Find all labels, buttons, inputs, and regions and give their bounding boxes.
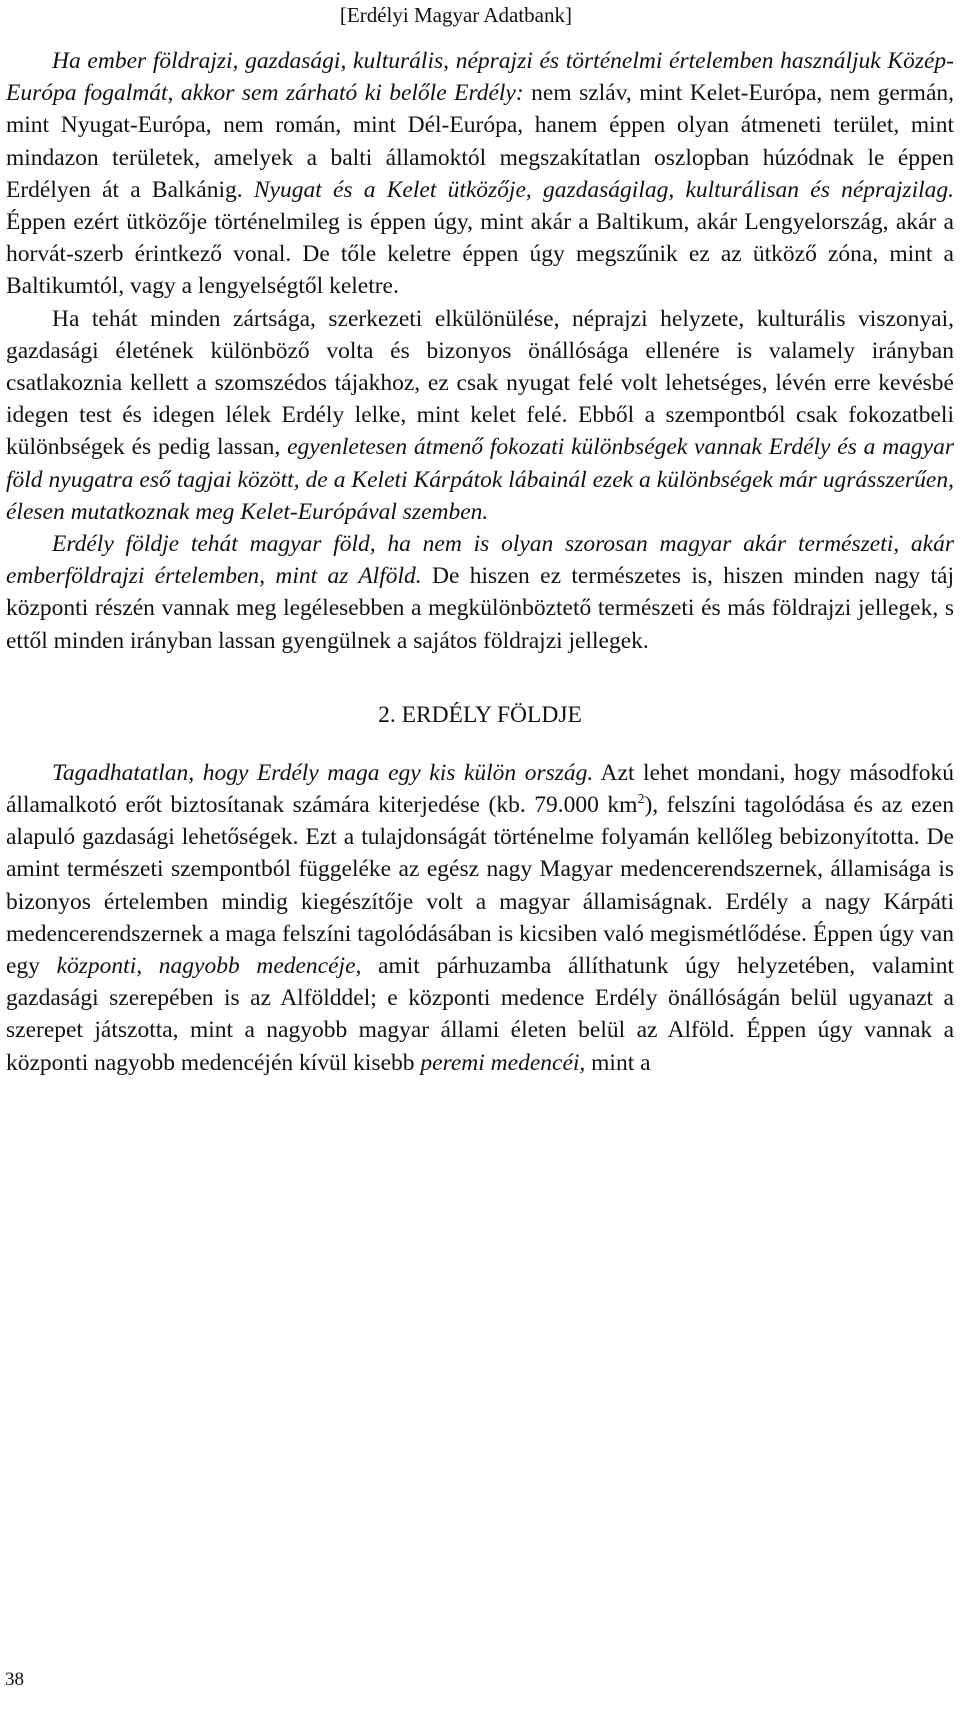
paragraph-1-italic-opening: Ha ember földrajzi, gazdasági, kulturális, néprajzi és történelmi értelemben használjuk Közép-Európa fogalmát, akkor sem zárható ki belőle Erdély: bbox=[6, 48, 954, 107]
paragraph-3-text: De hiszen ez természetes is, hiszen minden nagy táj központi részén vannak meg legélesebben a megkülönböztető természeti és más földrajzi jellegek, s ettől minden irányban lassan gyengülnek a sajátos földrajzi jellegek. bbox=[6, 563, 954, 654]
document-body bbox=[6, 45, 954, 1079]
paragraph-4-text-b: ), felszíni tagolódása és az ezen alapuló gazdasági lehetőségek. Ezt a tulajdonságát történelme folyamán kellőleg bebizonyította. De amint természeti szempontból függeléke az egész nagy Magyar medencerendszernek, államisága is bizonyos értelemben mindig kiegészítője volt a magyar államiságnak. Erdély a nagy Kárpáti medencerendszernek a maga felszíni tagolódásában is kicsiben való megismétlődése. Éppen úgy van egy bbox=[6, 792, 954, 980]
page-header: [Erdélyi Magyar Adatbank] bbox=[339, 3, 572, 27]
paragraph-3 bbox=[6, 528, 954, 657]
paragraph-4-italic-central-basin: központi, nagyobb medencéje, bbox=[56, 953, 362, 980]
paragraph-4-italic-opening: Tagadhatatlan, hogy Erdély maga egy kis külön ország. bbox=[52, 759, 594, 786]
page-number: 38 bbox=[5, 1669, 24, 1690]
paragraph-2-text: Ha tehát minden zártsága, szerkezeti elkülönülése, néprajzi helyzete, kulturális viszonyai, gazdasági életének különböző volta és bizonyos önállósága ellenére is valamely irányban csatlakoznia kellett a szomszédos tájakhoz, ez csak nyugat felé volt lehetséges, lévén erre kevésbé idegen test és idegen lélek Erdély lelke, mint kelet felé. Ebből a szempontból csak fokozatbeli különbségek és pedig lassan, bbox=[6, 305, 954, 461]
paragraph-3-italic-opening: Erdély földje tehát magyar föld, ha nem is olyan szorosan magyar akár természeti, akár emberföldrajzi értelemben, mint az Alföld. bbox=[6, 531, 954, 590]
paragraph-1 bbox=[6, 45, 954, 303]
paragraph-1-text: nem szláv, mint Kelet-Európa, nem germán, mint Nyugat-Európa, nem román, mint Dél-Európa, hanem éppen olyan átmeneti terület, mint mindazon területek, amelyek a balti államoktól megszakítatlan oszlopban húzódnak le éppen Erdélyen át a Balkánig. bbox=[6, 80, 954, 203]
paragraph-4-text-d: mint a bbox=[585, 1049, 651, 1076]
paragraph-2-italic-closing: egyenletesen átmenő fokozati különbségek vannak Erdély és a magyar föld nyugatra eső tagjai között, de a Keleti Kárpátok lábainál ezek a különbségek már ugrásszerűen, élesen mutatkoznak meg Kelet-Európával szemben. bbox=[6, 434, 954, 525]
paragraph-4-text-c: amit párhuzamba állíthatunk úgy helyzetében, valamint gazdasági szerepében is az Alfölddel; e központi medence Erdély önállóságán belül ugyanazt a szerepet játszotta, mint a nagyobb magyar állami életen belül az Alföld. Éppen úgy vannak a központi nagyobb medencéjén kívül kisebb bbox=[6, 953, 955, 1076]
superscript-square: 2 bbox=[637, 792, 645, 808]
paragraph-1-italic-phrase: Nyugat és a Kelet ütközője, gazdaságilag, kulturálisan és néprajzilag. bbox=[253, 176, 955, 203]
paragraph-4 bbox=[6, 757, 954, 1079]
paragraph-4-text-a: Azt lehet mondani, hogy másodfokú államalkotó erőt biztosítanak számára kiterjedése (kb. 79.000 km bbox=[6, 759, 954, 819]
paragraph-1-closing: Éppen ezért ütközője történelmileg is éppen úgy, mint akár a Baltikum, akár Lengyelország, akár a horvát-szerb érintkező vonal. De tőle keletre éppen úgy megszűnik ez az ütköző zóna, mint a Baltikumtól, vagy a lengyelségtől keletre. bbox=[6, 209, 954, 300]
section-title: 2. ERDÉLY FÖLDJE bbox=[378, 701, 582, 728]
paragraph-4-italic-peripheral-basins: peremi medencéi, bbox=[420, 1049, 586, 1076]
paragraph-2 bbox=[6, 303, 954, 528]
